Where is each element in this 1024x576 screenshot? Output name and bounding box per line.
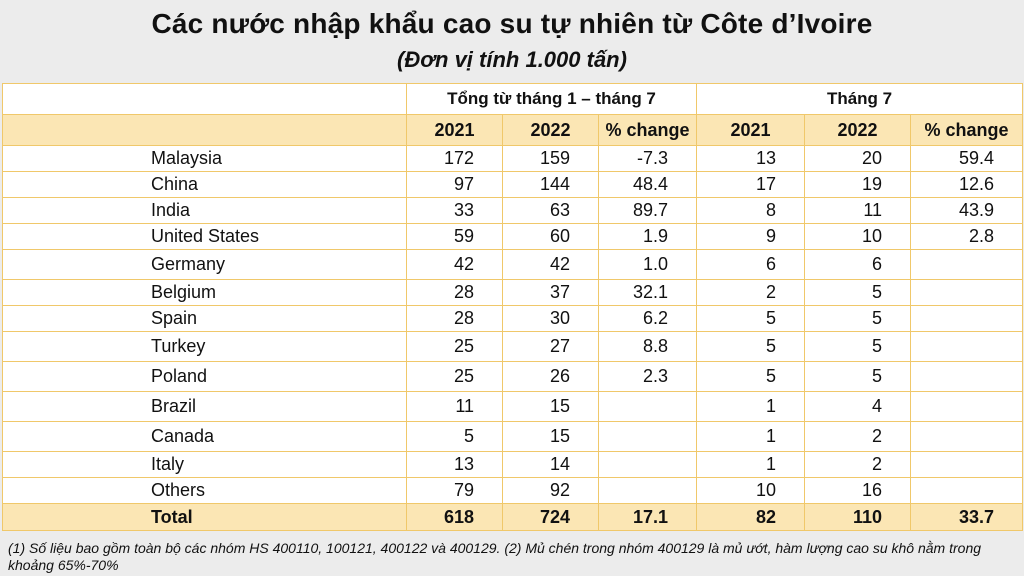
table-cell: 5 — [805, 280, 911, 306]
table-cell: 11 — [805, 198, 911, 224]
table-cell: 79 — [407, 478, 503, 504]
column-header: 2022 — [503, 115, 599, 146]
table-row — [3, 224, 1023, 250]
table-cell: 5 — [697, 306, 805, 332]
table-cell: 1 — [697, 422, 805, 452]
table-cell: 14 — [503, 452, 599, 478]
table-body — [3, 146, 1023, 531]
table-cell: 5 — [805, 362, 911, 392]
country-name: Italy — [3, 452, 407, 478]
table-cell: 1 — [697, 452, 805, 478]
table-row — [3, 362, 1023, 392]
country-name: Canada — [3, 422, 407, 452]
table-cell — [911, 478, 1023, 504]
country-name: India — [3, 198, 407, 224]
table-cell: 110 — [805, 504, 911, 531]
column-header: % change — [911, 115, 1023, 146]
table-cell: 5 — [697, 362, 805, 392]
table-cell: 19 — [805, 172, 911, 198]
table-cell — [911, 280, 1023, 306]
country-name: Malaysia — [3, 146, 407, 172]
table-cell: 11 — [407, 392, 503, 422]
header-blank — [3, 84, 407, 115]
table-cell: 20 — [805, 146, 911, 172]
country-name: Germany — [3, 250, 407, 280]
table-cell: 27 — [503, 332, 599, 362]
table-cell: 2.8 — [911, 224, 1023, 250]
table-cell: 8.8 — [599, 332, 697, 362]
table-cell: 1.0 — [599, 250, 697, 280]
table-cell: 2 — [805, 422, 911, 452]
country-name: Belgium — [3, 280, 407, 306]
table-cell: 33.7 — [911, 504, 1023, 531]
table-cell: 15 — [503, 422, 599, 452]
country-name: United States — [3, 224, 407, 250]
table-cell: 6 — [697, 250, 805, 280]
table-cell: 33 — [407, 198, 503, 224]
table-cell: 82 — [697, 504, 805, 531]
import-table — [2, 83, 1023, 531]
table-cell — [911, 332, 1023, 362]
table-cell: 17 — [697, 172, 805, 198]
footnote: (1) Số liệu bao gồm toàn bộ các nhóm HS 400110, 100121, 400122 và 400129. (2) Mủ chén trong nhóm 400129 là mủ ướt, hàm lượng cao su khô nằm trong khoảng 65%-70% — [8, 540, 982, 573]
table-cell — [599, 478, 697, 504]
table-cell: 2.3 — [599, 362, 697, 392]
table-cell: 9 — [697, 224, 805, 250]
column-header: 2021 — [697, 115, 805, 146]
table-row — [3, 332, 1023, 362]
table-cell: 5 — [805, 332, 911, 362]
table-cell: 92 — [503, 478, 599, 504]
table-cell: 28 — [407, 306, 503, 332]
table-cell: 1.9 — [599, 224, 697, 250]
table-cell: 97 — [407, 172, 503, 198]
table-cell — [911, 250, 1023, 280]
group-header-july: Tháng 7 — [697, 84, 1023, 115]
table-cell — [911, 452, 1023, 478]
country-name: Brazil — [3, 392, 407, 422]
table-cell: 159 — [503, 146, 599, 172]
table-cell: 13 — [697, 146, 805, 172]
table-cell: 43.9 — [911, 198, 1023, 224]
table-cell: 16 — [805, 478, 911, 504]
table-row — [3, 392, 1023, 422]
table-cell: 10 — [697, 478, 805, 504]
table-cell: 30 — [503, 306, 599, 332]
table-cell: 144 — [503, 172, 599, 198]
table-cell: 2 — [805, 452, 911, 478]
table-cell — [599, 422, 697, 452]
table-cell — [599, 452, 697, 478]
table-cell: 15 — [503, 392, 599, 422]
table-cell: 32.1 — [599, 280, 697, 306]
table-cell: 2 — [697, 280, 805, 306]
table-cell: 59.4 — [911, 146, 1023, 172]
table-cell: 724 — [503, 504, 599, 531]
table-cell: 42 — [407, 250, 503, 280]
table-cell: 6 — [805, 250, 911, 280]
page-title: Các nước nhập khẩu cao su tự nhiên từ Côte d’Ivoire — [151, 8, 873, 39]
table-row — [3, 452, 1023, 478]
table-cell — [911, 422, 1023, 452]
total-label: Total — [3, 504, 407, 531]
table-cell: 25 — [407, 362, 503, 392]
country-name: Poland — [3, 362, 407, 392]
table-cell: 48.4 — [599, 172, 697, 198]
table-cell: 42 — [503, 250, 599, 280]
group-header-row — [3, 84, 1023, 115]
total-row — [3, 504, 1023, 531]
table-cell — [911, 362, 1023, 392]
table-cell: -7.3 — [599, 146, 697, 172]
table-cell: 1 — [697, 392, 805, 422]
country-name: Others — [3, 478, 407, 504]
table-cell: 26 — [503, 362, 599, 392]
table-cell: 63 — [503, 198, 599, 224]
table-row — [3, 146, 1023, 172]
table-row — [3, 172, 1023, 198]
header-blank — [3, 115, 407, 146]
group-header-ytd: Tổng từ tháng 1 – tháng 7 — [407, 84, 697, 115]
table-cell: 60 — [503, 224, 599, 250]
table-row — [3, 250, 1023, 280]
country-name: Spain — [3, 306, 407, 332]
table-cell: 618 — [407, 504, 503, 531]
table-cell: 10 — [805, 224, 911, 250]
column-header-row — [3, 115, 1023, 146]
table-cell: 12.6 — [911, 172, 1023, 198]
table-cell: 6.2 — [599, 306, 697, 332]
table-cell: 8 — [697, 198, 805, 224]
table-row — [3, 280, 1023, 306]
table-cell: 172 — [407, 146, 503, 172]
column-header: 2021 — [407, 115, 503, 146]
table-cell: 5 — [697, 332, 805, 362]
table-row — [3, 306, 1023, 332]
table-cell: 4 — [805, 392, 911, 422]
table-cell: 25 — [407, 332, 503, 362]
table-cell — [911, 392, 1023, 422]
table-cell: 5 — [805, 306, 911, 332]
table-cell: 89.7 — [599, 198, 697, 224]
country-name: Turkey — [3, 332, 407, 362]
column-header: % change — [599, 115, 697, 146]
table-cell: 17.1 — [599, 504, 697, 531]
table-row — [3, 478, 1023, 504]
country-name: China — [3, 172, 407, 198]
table-cell: 5 — [407, 422, 503, 452]
table-cell: 37 — [503, 280, 599, 306]
table-cell: 59 — [407, 224, 503, 250]
table-cell: 13 — [407, 452, 503, 478]
table-cell — [911, 306, 1023, 332]
unit-subtitle: (Đơn vị tính 1.000 tấn) — [397, 47, 627, 72]
table-cell — [599, 392, 697, 422]
table-cell: 28 — [407, 280, 503, 306]
table-row — [3, 198, 1023, 224]
column-header: 2022 — [805, 115, 911, 146]
table-row — [3, 422, 1023, 452]
